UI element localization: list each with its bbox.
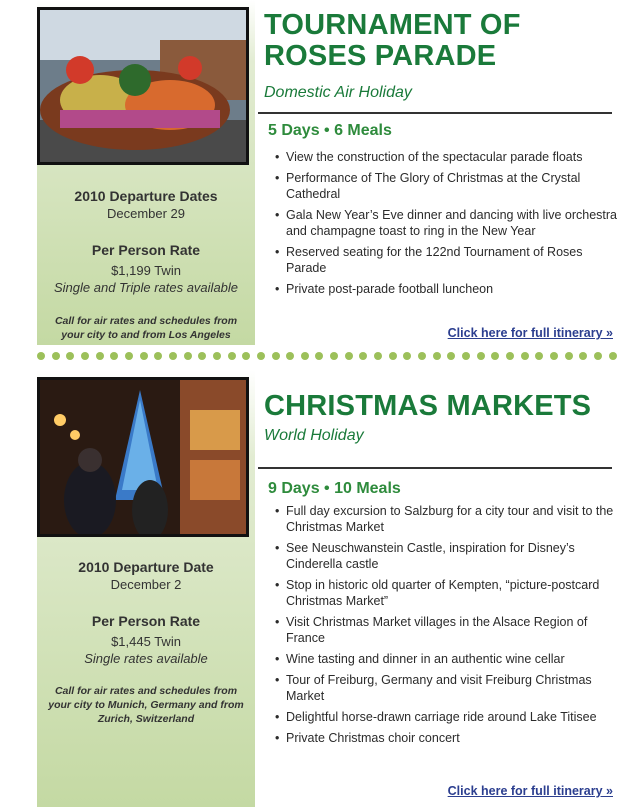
divider-dot	[198, 352, 206, 360]
divider-dot	[37, 352, 45, 360]
days-meals: 5 Days • 6 Meals	[268, 122, 392, 139]
divider-dot	[594, 352, 602, 360]
divider-dot	[228, 352, 236, 360]
divider-dot	[389, 352, 397, 360]
departure-heading: 2010 Departure Date	[78, 559, 214, 575]
divider-dot	[315, 352, 323, 360]
departure-date: December 2	[110, 577, 182, 592]
list-item: • Stop in historic old quarter of Kempten, “picture-postcard Christmas Market”	[275, 577, 620, 609]
divider-dot	[345, 352, 353, 360]
divider-dot	[521, 352, 529, 360]
list-item: • Gala New Year’s Eve dinner and dancing with live orchestra and champagne toast to ring in the New Year	[275, 207, 620, 239]
divider-dot	[403, 352, 411, 360]
rate-note: Single and Triple rates available	[53, 280, 239, 295]
divider-dot	[374, 352, 382, 360]
divider-dot	[462, 352, 470, 360]
days-meals: 9 Days • 10 Meals	[268, 480, 401, 497]
rate-info	[37, 242, 255, 295]
divider-dot	[301, 352, 309, 360]
highlights-list	[275, 149, 620, 302]
call-note-text: Call for air rates and schedules from your city to and from Los Angeles	[54, 315, 238, 341]
divider-dot	[169, 352, 177, 360]
divider-dot	[565, 352, 573, 360]
divider-dot	[213, 352, 221, 360]
itinerary-link[interactable]: Click here for full itinerary »	[447, 326, 613, 340]
call-note-text: Call for air rates and schedules from your city to Munich, Germany and from Zurich, Switzerland	[48, 685, 244, 725]
divider-dot	[66, 352, 74, 360]
divider-dot	[257, 352, 265, 360]
list-item: • See Neuschwanstein Castle, inspiration for Disney’s Cinderella castle	[275, 540, 620, 572]
list-item: • Tour of Freiburg, Germany and visit Freiburg Christmas Market	[275, 672, 620, 704]
divider-dot	[506, 352, 514, 360]
divider-line	[258, 467, 612, 469]
divider-dot	[433, 352, 441, 360]
divider-dot	[286, 352, 294, 360]
title-line-1: CHRISTMAS MARKETS	[264, 390, 592, 422]
divider-dot	[418, 352, 426, 360]
call-note	[37, 314, 255, 342]
divider-dot	[140, 352, 148, 360]
highlights-list	[275, 503, 620, 751]
dotted-divider	[37, 352, 617, 362]
divider-dot	[477, 352, 485, 360]
divider-dot	[125, 352, 133, 360]
departure-info	[37, 188, 255, 221]
list-item: • Private post-parade football luncheon	[275, 281, 620, 297]
departure-date: December 29	[106, 206, 186, 221]
divider-dot	[579, 352, 587, 360]
rate-value: $1,445 Twin	[111, 634, 181, 649]
divider-dot	[184, 352, 192, 360]
divider-dot	[491, 352, 499, 360]
divider-line	[258, 112, 612, 114]
section-title-roses	[264, 10, 521, 72]
divider-dot	[110, 352, 118, 360]
title-line-1: TOURNAMENT OF	[264, 9, 521, 41]
section-subtitle: World Holiday	[264, 427, 364, 444]
christmas-market-photo	[37, 377, 249, 537]
divider-dot	[359, 352, 367, 360]
rate-heading: Per Person Rate	[91, 613, 201, 629]
rate-note: Single rates available	[84, 651, 208, 666]
section-subtitle: Domestic Air Holiday	[264, 84, 412, 101]
divider-dot	[272, 352, 280, 360]
divider-dot	[242, 352, 250, 360]
divider-dot	[330, 352, 338, 360]
rate-heading: Per Person Rate	[91, 242, 201, 258]
divider-dot	[81, 352, 89, 360]
divider-dot	[447, 352, 455, 360]
list-item: • Performance of The Glory of Christmas at the Crystal Cathedral	[275, 170, 620, 202]
departure-info	[37, 559, 255, 592]
list-item: • Wine tasting and dinner in an authentic wine cellar	[275, 651, 620, 667]
list-item: • View the construction of the spectacular parade floats	[275, 149, 620, 165]
divider-dot	[550, 352, 558, 360]
rate-info	[37, 613, 255, 666]
rate-value: $1,199 Twin	[111, 263, 181, 278]
call-note	[37, 684, 255, 726]
section-title-markets	[264, 391, 591, 422]
divider-dot	[609, 352, 617, 360]
divider-dot	[535, 352, 543, 360]
departure-heading: 2010 Departure Dates	[74, 188, 218, 204]
list-item: • Private Christmas choir concert	[275, 730, 620, 746]
rose-parade-float-photo	[37, 7, 249, 165]
divider-dot	[52, 352, 60, 360]
list-item: • Delightful horse-drawn carriage ride around Lake Titisee	[275, 709, 620, 725]
list-item: • Full day excursion to Salzburg for a city tour and visit to the Christmas Market	[275, 503, 620, 535]
divider-dot	[96, 352, 104, 360]
title-line-2: ROSES PARADE	[264, 40, 497, 72]
list-item: • Reserved seating for the 122nd Tournament of Roses Parade	[275, 244, 620, 276]
list-item: • Visit Christmas Market villages in the Alsace Region of France	[275, 614, 620, 646]
divider-dot	[154, 352, 162, 360]
itinerary-link[interactable]: Click here for full itinerary »	[447, 784, 613, 798]
